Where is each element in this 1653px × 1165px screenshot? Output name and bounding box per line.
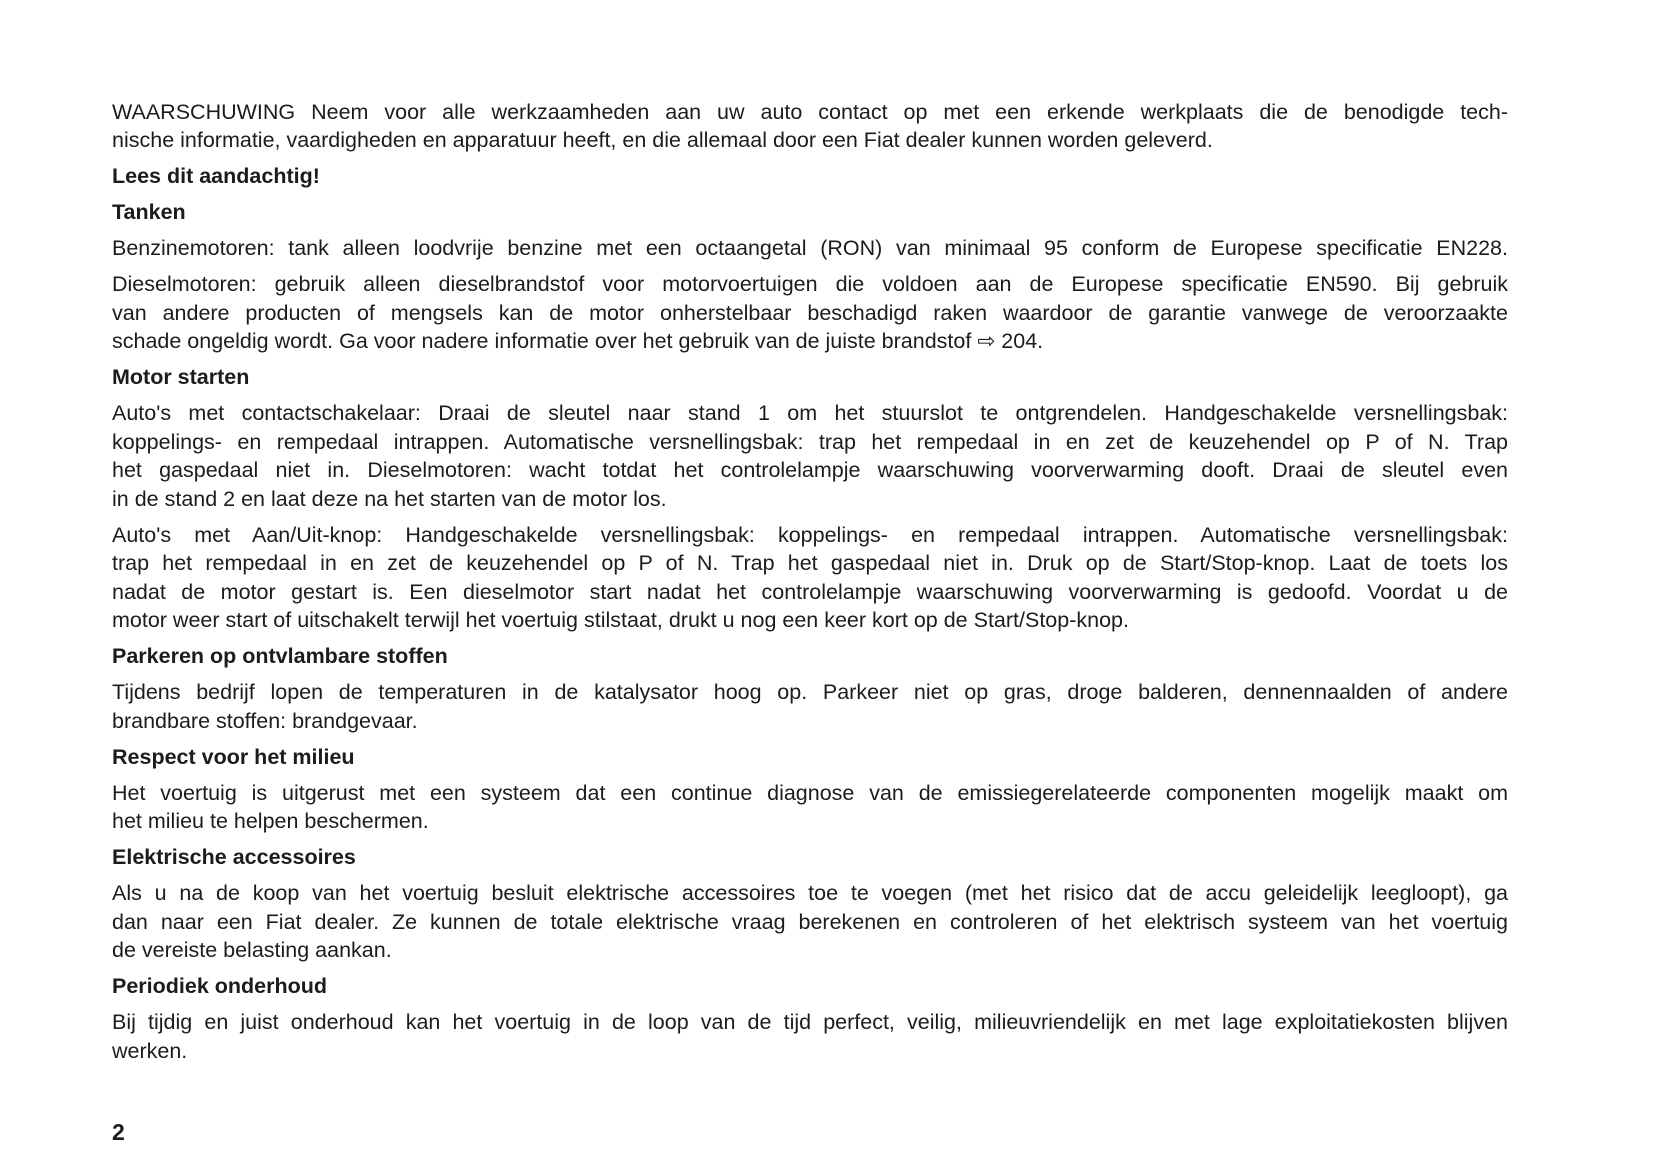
text-line: nische informatie, vaardigheden en apparatuur heeft, en die allemaal door een Fiat dealer kunnen worden geleverd.: [112, 128, 1213, 152]
text-line: nadat de motor gestart is. Een dieselmotor start nadat het controlelampje waarschuwing voorverwarming is gedoofd. Voordat u de: [112, 579, 1508, 604]
petrol-engines-paragraph: [112, 234, 1508, 263]
text-line: schade ongeldig wordt. Ga voor nadere informatie over het gebruik van de juiste brandstof ⇨ 204.: [112, 329, 1044, 353]
start-stop-button-paragraph: [112, 521, 1508, 635]
maintenance-paragraph: [112, 1008, 1508, 1065]
heading-lees-dit-aandachtig: [112, 162, 1508, 191]
heading-line: Motor starten: [112, 365, 250, 389]
text-line: Auto's met Aan/Uit-knop: Handgeschakelde versnellingsbak: koppelings- en rempedaal intrappen. Automatische versnellingsbak:: [112, 522, 1508, 547]
heading-periodiek-onderhoud: [112, 972, 1508, 1001]
ignition-key-paragraph: [112, 399, 1508, 513]
heading-elektrische-accessoires: [112, 843, 1508, 872]
text-line: Bij tijdig en juist onderhoud kan het voertuig in de loop van de tijd perfect, veilig, milieuvriendelijk en met lage exploitatiekosten blijven: [112, 1010, 1508, 1034]
text-line: van andere producten of mengsels kan de motor onherstelbaar beschadigd raken waardoor de garantie vanwege de veroorzaakte: [112, 300, 1508, 325]
page-number: 2: [112, 1118, 125, 1145]
heading-respect-voor-het-milieu: [112, 743, 1508, 772]
heading-line: Parkeren op ontvlambare stoffen: [112, 644, 448, 668]
text-line: het milieu te helpen beschermen.: [112, 809, 429, 833]
text-line: motor weer start of uitschakelt terwijl het voertuig stilstaat, drukt u nog een keer kort op de Start/Stop-knop.: [112, 608, 1129, 632]
page-body-text: [112, 98, 1508, 1066]
text-line: Auto's met contactschakelaar: Draai de sleutel naar stand 1 om het stuurslot te ontgrendelen. Handgeschakelde versnellingsbak:: [112, 401, 1508, 425]
electrical-accessories-paragraph: [112, 879, 1508, 965]
heading-parkeren-op-ontvlambare-stoffen: [112, 642, 1508, 671]
text-line: koppelings- en rempedaal intrappen. Automatische versnellingsbak: trap het rempedaal in en zet de keuzehendel op P of N. Trap: [112, 429, 1508, 454]
environment-paragraph: [112, 779, 1508, 836]
text-line: WAARSCHUWING Neem voor alle werkzaamheden aan uw auto contact op met een erkende werkplaats die de benodigde tech-: [112, 99, 1508, 124]
text-line: Benzinemotoren: tank alleen loodvrije benzine met een octaangetal (RON) van minimaal 95 conform de Europese specificatie EN228.: [112, 236, 1508, 260]
text-line: Dieselmotoren: gebruik alleen dieselbrandstof voor motorvoertuigen die voldoen aan de Europese specificatie EN590. Bij gebruik: [112, 272, 1508, 296]
text-line: werken.: [112, 1038, 188, 1063]
warning-paragraph: [112, 98, 1508, 155]
text-line: de vereiste belasting aankan.: [112, 938, 392, 962]
text-line: in de stand 2 en laat deze na het starten van de motor los.: [112, 486, 667, 511]
heading-line: Periodiek onderhoud: [112, 974, 328, 998]
text-line: brandbare stoffen: brandgevaar.: [112, 708, 418, 733]
heading-line: Elektrische accessoires: [112, 845, 356, 869]
parking-paragraph: [112, 678, 1508, 735]
text-line: Tijdens bedrijf lopen de temperaturen in de katalysator hoog op. Parkeer niet op gras, droge balderen, dennennaalden of andere: [112, 680, 1508, 704]
text-line: Als u na de koop van het voertuig besluit elektrische accessoires toe te voegen (met het risico dat de accu geleidelijk leegloopt), ga: [112, 881, 1508, 905]
heading-line: Tanken: [112, 200, 186, 224]
heading-tanken: [112, 198, 1508, 227]
text-line: trap het rempedaal in en zet de keuzehendel op P of N. Trap het gaspedaal niet in. Druk op de Start/Stop-knop. Laat de toets los: [112, 551, 1508, 575]
text-line: Het voertuig is uitgerust met een systeem dat een continue diagnose van de emissiegerelateerde componenten mogelijk maakt om: [112, 780, 1508, 805]
heading-line: Respect voor het milieu: [112, 744, 355, 769]
text-line: het gaspedaal niet in. Dieselmotoren: wacht totdat het controlelampje waarschuwing voorverwarming dooft. Draai de sleutel even: [112, 458, 1508, 482]
text-line: dan naar een Fiat dealer. Ze kunnen de totale elektrische vraag berekenen en controleren of het elektrisch systeem van het voertuig: [112, 909, 1508, 934]
diesel-engines-paragraph: [112, 270, 1508, 356]
heading-line: Lees dit aandachtig!: [112, 164, 320, 188]
heading-motor-starten: [112, 363, 1508, 392]
